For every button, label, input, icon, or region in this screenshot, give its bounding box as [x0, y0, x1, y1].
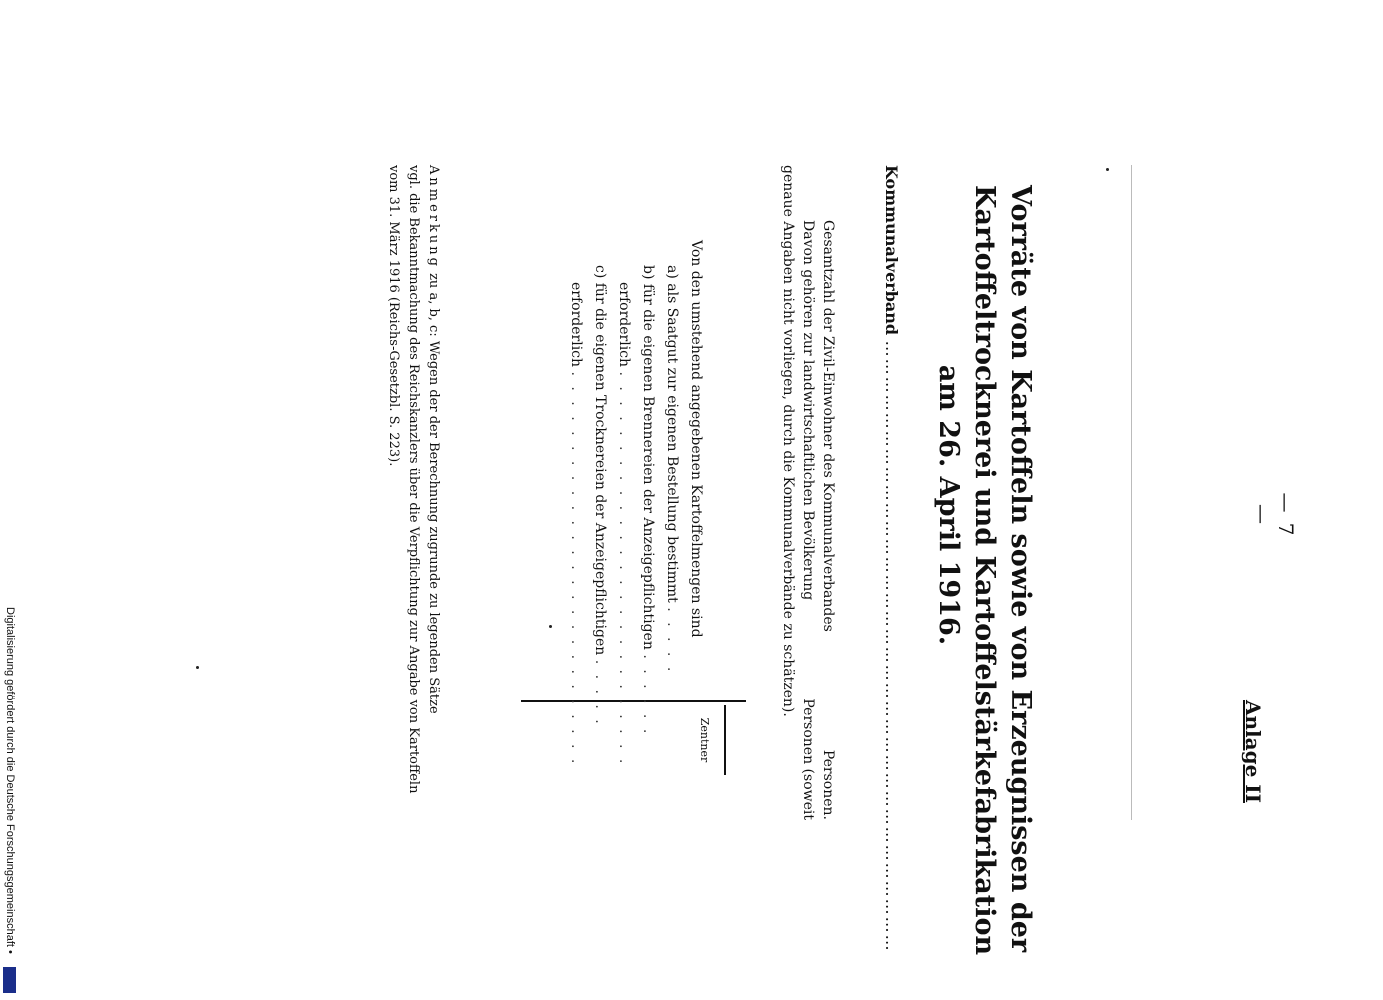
- page-number: — 7 —: [1250, 492, 1298, 538]
- usage-item-b-cont-dots: . . . . . . . . . . . . . . . . . . . . . . . . . . .: [616, 371, 632, 767]
- footnote-text-1: zu a, b, c: Wegen der der Berechnung zugrunde zu legenden Sätze: [426, 268, 441, 714]
- scan-speck: [196, 666, 199, 669]
- usage-item-a-text: a) als Saatgut zur eigenen Bestellung bestimmt: [664, 265, 680, 603]
- footnote: [383, 165, 443, 825]
- usage-item-b-dots: . . . . . .: [640, 654, 656, 737]
- population-line-2-end: Personen (soweit: [800, 698, 816, 820]
- usage-item-c-text: c) für die eigenen Trocknereien der Anzeigepflichtigen: [592, 265, 608, 656]
- population-paragraph: [798, 220, 838, 820]
- scan-edge-line: [1131, 165, 1132, 820]
- population-line-3: genaue Angaben nicht vorliegen, durch die Kommunalverbände zu schätzen).: [780, 165, 796, 717]
- usage-item-b-cont: [612, 240, 636, 767]
- usage-item-c-dots: . . . . .: [592, 659, 608, 727]
- digitization-footer-text: Digitalisierung gefördert durch die Deutsche Forschungsgemeinschaft •: [4, 607, 16, 954]
- usage-item-b: [636, 240, 660, 737]
- usage-item-a-dots: . . . . .: [664, 607, 680, 675]
- document-title: [930, 185, 1038, 956]
- kommunalverband-label: Kommunalverband: [882, 165, 901, 336]
- scan-speck: [1106, 168, 1109, 171]
- usage-item-c-cont-dots: . . . . . . . . . . . . . . . . . . . . . . . . . . .: [568, 371, 584, 767]
- usage-item-a: [660, 240, 684, 700]
- population-line-2: Davon gehören zur landwirtschaftlichen Bevölkerung: [800, 220, 816, 601]
- annex-label: Anlage II: [1241, 700, 1265, 803]
- population-line-1-end: Personen.: [820, 749, 836, 820]
- usage-intro: Von den umstehend angegebenen Kartoffelmengen sind: [688, 240, 704, 638]
- footnote-text-2: vgl. die Bekanntmachung des Reichskanzlers über die Verpflichtung zur Angabe von Kartoffeln: [406, 165, 421, 794]
- usage-item-b-cont-text: erforderlich: [616, 282, 632, 368]
- scan-speck: [549, 625, 552, 628]
- kommunalverband-fill-line: …………………………………………………………………………………………: [882, 340, 901, 953]
- column-head-zentner: Zentner: [686, 705, 726, 775]
- kommunalverband-row: [882, 165, 901, 953]
- title-line-2: Kartoffeltrocknerei und Kartoffelstärkefabrikation: [969, 185, 1000, 956]
- footnote-label: Anmerkung: [426, 165, 441, 269]
- title-line-3: am 26. April 1916.: [933, 364, 964, 646]
- digitization-footer: [2, 607, 18, 997]
- usage-item-c-cont: [564, 240, 588, 767]
- population-line-1: Gesamtzahl der Zivil-Einwohner des Kommunalverbandes: [820, 220, 836, 632]
- usage-item-b-text: b) für die eigenen Brennereien der Anzeigepflichtigen: [640, 265, 656, 650]
- usage-item-c: [588, 240, 612, 727]
- title-line-1: Vorräte von Kartoffeln sowie von Erzeugnissen der: [1005, 185, 1036, 953]
- footnote-text-3: vom 31. März 1916 (Reichs-Gesetzbl. S. 223).: [386, 165, 401, 467]
- dfg-logo-icon: [3, 967, 16, 993]
- usage-item-c-cont-text: erforderlich: [568, 282, 584, 368]
